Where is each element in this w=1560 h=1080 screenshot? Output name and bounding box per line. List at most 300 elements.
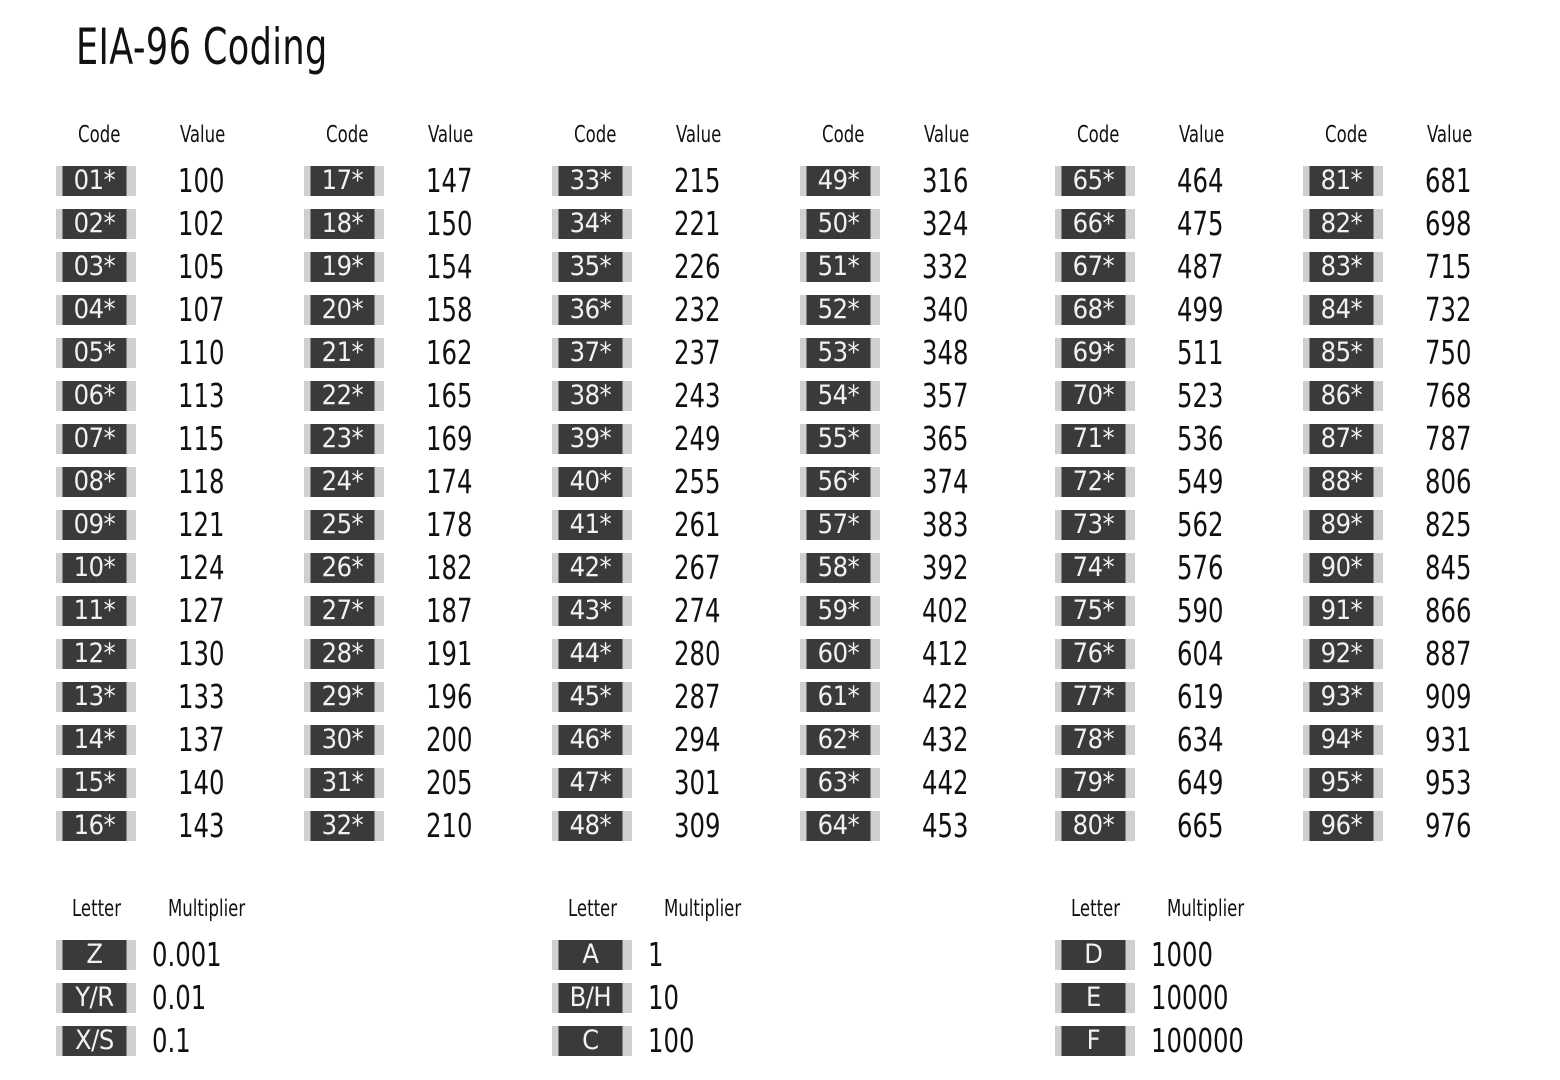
resistor-code-chip [800,639,880,669]
code-label: 74* [1072,552,1115,583]
letter-code-chip [552,940,632,970]
value-label: 107 [178,290,225,329]
value-label: 127 [178,591,225,630]
code-label: 10* [73,552,116,583]
resistor-code-chip [552,682,632,712]
value-label: 499 [1177,290,1224,329]
table-row [304,506,544,549]
resistor-code-chip [1303,338,1383,368]
code-label: 56* [817,466,860,497]
letter-code-chip [1055,983,1135,1013]
code-label: 78* [1072,724,1115,755]
resistor-code-chip [1055,424,1135,454]
code-column [304,122,544,850]
table-row [1303,162,1543,205]
table-row [552,420,792,463]
code-label: 13* [73,681,116,712]
table-row [1303,635,1543,678]
table-row [1055,807,1295,850]
code-value-table [56,122,1536,852]
value-label: 357 [922,376,969,415]
multiplier-label: 0.001 [152,935,222,974]
resistor-code-chip [552,338,632,368]
resistor-code-chip [552,252,632,282]
letter-header: Letter [1071,896,1121,922]
code-label: 63* [817,767,860,798]
value-label: 158 [426,290,473,329]
resistor-code-chip [304,510,384,540]
column-header [56,122,296,162]
code-label: 58* [817,552,860,583]
resistor-code-chip [304,295,384,325]
value-label: 536 [1177,419,1224,458]
code-label: 54* [817,380,860,411]
column-header [552,122,792,162]
value-label: 750 [1425,333,1472,372]
table-row [1303,807,1543,850]
resistor-code-chip [304,467,384,497]
letter-label: X/S [75,1025,114,1056]
resistor-code-chip [800,596,880,626]
table-row [304,162,544,205]
resistor-code-chip [56,596,136,626]
resistor-code-chip [1303,596,1383,626]
code-label: 11* [73,595,116,626]
code-label: 08* [73,466,116,497]
code-label: 52* [817,294,860,325]
table-row [552,506,792,549]
value-label: 294 [674,720,721,759]
resistor-code-chip [552,166,632,196]
code-label: 82* [1320,208,1363,239]
table-row [56,162,296,205]
table-row [800,721,1040,764]
table-row [56,420,296,463]
multiplier-label: 1 [648,935,664,974]
code-label: 90* [1320,552,1363,583]
value-label: 768 [1425,376,1472,415]
value-label: 178 [426,505,473,544]
code-header: Code [326,122,369,148]
multiplier-label: 1000 [1151,935,1213,974]
value-label: 365 [922,419,969,458]
table-row [800,463,1040,506]
table-row [800,635,1040,678]
value-label: 511 [1177,333,1224,372]
code-header: Code [1077,122,1120,148]
resistor-code-chip [56,424,136,454]
resistor-code-chip [304,381,384,411]
table-row [304,377,544,420]
resistor-code-chip [1055,510,1135,540]
value-header: Value [1427,122,1473,148]
value-label: 182 [426,548,473,587]
value-label: 464 [1177,161,1224,200]
value-label: 332 [922,247,969,286]
resistor-code-chip [800,424,880,454]
value-label: 130 [178,634,225,673]
resistor-code-chip [1303,682,1383,712]
resistor-code-chip [800,338,880,368]
code-label: 96* [1320,810,1363,841]
code-label: 57* [817,509,860,540]
letter-code-chip [1055,1026,1135,1056]
table-row [552,248,792,291]
multiplier-column [56,896,356,1065]
value-label: 432 [922,720,969,759]
value-label: 562 [1177,505,1224,544]
table-row [1303,764,1543,807]
table-row [1303,420,1543,463]
table-row [304,678,544,721]
table-row [1055,205,1295,248]
value-label: 113 [178,376,225,415]
table-row [56,463,296,506]
resistor-code-chip [1055,252,1135,282]
value-label: 422 [922,677,969,716]
code-label: 04* [73,294,116,325]
table-row [800,205,1040,248]
resistor-code-chip [1303,209,1383,239]
code-label: 38* [569,380,612,411]
resistor-code-chip [1303,725,1383,755]
table-row [56,721,296,764]
resistor-code-chip [1055,295,1135,325]
resistor-code-chip [552,768,632,798]
value-label: 226 [674,247,721,286]
code-label: 48* [569,810,612,841]
code-label: 39* [569,423,612,454]
letter-label: B/H [569,982,612,1013]
resistor-code-chip [800,768,880,798]
value-label: 866 [1425,591,1472,630]
letter-label: Z [86,939,103,970]
table-row [1303,463,1543,506]
code-label: 72* [1072,466,1115,497]
letter-header: Letter [72,896,122,922]
table-row [800,334,1040,377]
table-row [56,506,296,549]
letter-label: F [1086,1025,1101,1056]
code-label: 34* [569,208,612,239]
table-row [304,291,544,334]
table-row [1055,1022,1355,1065]
resistor-code-chip [1055,682,1135,712]
letter-code-chip [56,983,136,1013]
value-label: 232 [674,290,721,329]
code-label: 47* [569,767,612,798]
code-label: 68* [1072,294,1115,325]
code-label: 12* [73,638,116,669]
column-header [1055,122,1295,162]
value-label: 110 [178,333,225,372]
code-label: 21* [321,337,364,368]
resistor-code-chip [56,768,136,798]
table-row [304,463,544,506]
letter-code-chip [552,1026,632,1056]
table-row [304,334,544,377]
resistor-code-chip [552,295,632,325]
table-row [800,291,1040,334]
code-column [800,122,1040,850]
code-label: 69* [1072,337,1115,368]
value-label: 825 [1425,505,1472,544]
table-row [552,678,792,721]
code-label: 33* [569,165,612,196]
value-label: 210 [426,806,473,845]
table-row [552,721,792,764]
table-row [1303,291,1543,334]
column-header [1055,896,1355,936]
resistor-code-chip [1303,424,1383,454]
table-row [1055,162,1295,205]
table-row [1055,420,1295,463]
table-row [1303,334,1543,377]
code-label: 49* [817,165,860,196]
code-label: 06* [73,380,116,411]
value-label: 115 [178,419,225,458]
value-label: 187 [426,591,473,630]
table-row [800,377,1040,420]
code-label: 32* [321,810,364,841]
code-label: 65* [1072,165,1115,196]
resistor-code-chip [552,725,632,755]
column-header [304,122,544,162]
value-label: 280 [674,634,721,673]
code-label: 85* [1320,337,1363,368]
code-label: 22* [321,380,364,411]
code-label: 91* [1320,595,1363,626]
code-label: 95* [1320,767,1363,798]
code-label: 31* [321,767,364,798]
code-label: 20* [321,294,364,325]
resistor-code-chip [800,811,880,841]
table-row [1055,678,1295,721]
resistor-code-chip [1055,596,1135,626]
value-label: 316 [922,161,969,200]
value-label: 196 [426,677,473,716]
multiplier-header: Multiplier [1167,896,1245,922]
code-label: 61* [817,681,860,712]
value-label: 249 [674,419,721,458]
value-label: 931 [1425,720,1472,759]
code-label: 76* [1072,638,1115,669]
code-label: 67* [1072,251,1115,282]
value-label: 887 [1425,634,1472,673]
value-label: 118 [178,462,225,501]
code-column [1055,122,1295,850]
value-label: 215 [674,161,721,200]
code-label: 59* [817,595,860,626]
resistor-code-chip [1303,639,1383,669]
table-row [800,506,1040,549]
code-label: 16* [73,810,116,841]
resistor-code-chip [1303,811,1383,841]
resistor-code-chip [1055,768,1135,798]
code-label: 02* [73,208,116,239]
code-label: 88* [1320,466,1363,497]
table-row [1303,592,1543,635]
table-row [1303,549,1543,592]
code-label: 87* [1320,423,1363,454]
resistor-code-chip [800,252,880,282]
resistor-code-chip [800,467,880,497]
value-label: 383 [922,505,969,544]
code-label: 81* [1320,165,1363,196]
resistor-code-chip [304,252,384,282]
resistor-code-chip [1055,725,1135,755]
value-label: 140 [178,763,225,802]
value-label: 475 [1177,204,1224,243]
table-row [304,592,544,635]
value-label: 137 [178,720,225,759]
value-label: 102 [178,204,225,243]
table-row [1055,721,1295,764]
code-label: 18* [321,208,364,239]
letter-label: E [1085,982,1101,1013]
resistor-code-chip [552,209,632,239]
code-label: 41* [569,509,612,540]
table-row [304,420,544,463]
column-header [1303,122,1543,162]
code-label: 80* [1072,810,1115,841]
multiplier-header: Multiplier [168,896,246,922]
table-row [552,936,852,979]
value-label: 147 [426,161,473,200]
table-row [1303,377,1543,420]
letter-header: Letter [568,896,618,922]
value-header: Value [676,122,722,148]
value-label: 845 [1425,548,1472,587]
code-header: Code [822,122,865,148]
letter-label: D [1084,939,1103,970]
value-label: 348 [922,333,969,372]
resistor-code-chip [304,338,384,368]
table-row [56,592,296,635]
resistor-code-chip [56,725,136,755]
code-label: 92* [1320,638,1363,669]
table-row [1303,205,1543,248]
code-label: 23* [321,423,364,454]
table-row [552,592,792,635]
resistor-code-chip [1055,467,1135,497]
code-label: 93* [1320,681,1363,712]
code-label: 05* [73,337,116,368]
table-row [552,334,792,377]
value-label: 732 [1425,290,1472,329]
value-label: 634 [1177,720,1224,759]
resistor-code-chip [1303,166,1383,196]
code-label: 29* [321,681,364,712]
value-label: 162 [426,333,473,372]
multiplier-label: 100000 [1151,1021,1244,1060]
table-row [1055,635,1295,678]
resistor-code-chip [304,725,384,755]
table-row [1055,549,1295,592]
resistor-code-chip [56,467,136,497]
value-label: 698 [1425,204,1472,243]
value-label: 681 [1425,161,1472,200]
value-label: 154 [426,247,473,286]
resistor-code-chip [1303,467,1383,497]
table-row [304,764,544,807]
code-label: 25* [321,509,364,540]
multiplier-label: 10 [648,978,679,1017]
code-label: 37* [569,337,612,368]
letter-label: Y/R [75,982,114,1013]
code-label: 77* [1072,681,1115,712]
value-label: 301 [674,763,721,802]
table-row [1055,936,1355,979]
resistor-code-chip [304,682,384,712]
column-header [56,896,356,936]
resistor-code-chip [552,381,632,411]
value-label: 619 [1177,677,1224,716]
value-label: 392 [922,548,969,587]
value-label: 340 [922,290,969,329]
value-label: 576 [1177,548,1224,587]
code-label: 86* [1320,380,1363,411]
code-label: 35* [569,251,612,282]
value-label: 174 [426,462,473,501]
table-row [1303,248,1543,291]
resistor-code-chip [56,510,136,540]
resistor-code-chip [56,338,136,368]
code-label: 42* [569,552,612,583]
resistor-code-chip [56,811,136,841]
table-row [1055,377,1295,420]
value-label: 549 [1177,462,1224,501]
code-label: 44* [569,638,612,669]
value-label: 200 [426,720,473,759]
value-header: Value [428,122,474,148]
value-label: 169 [426,419,473,458]
table-row [800,592,1040,635]
code-label: 73* [1072,509,1115,540]
resistor-code-chip [56,682,136,712]
code-header: Code [1325,122,1368,148]
table-row [1055,248,1295,291]
column-header [552,896,852,936]
resistor-code-chip [800,166,880,196]
code-label: 45* [569,681,612,712]
table-row [552,635,792,678]
resistor-code-chip [304,424,384,454]
table-row [1055,592,1295,635]
value-label: 412 [922,634,969,673]
resistor-code-chip [800,510,880,540]
table-row [552,291,792,334]
value-label: 976 [1425,806,1472,845]
resistor-code-chip [552,467,632,497]
code-label: 09* [73,509,116,540]
resistor-code-chip [1303,553,1383,583]
code-label: 84* [1320,294,1363,325]
value-label: 523 [1177,376,1224,415]
code-label: 71* [1072,423,1115,454]
code-label: 55* [817,423,860,454]
value-label: 715 [1425,247,1472,286]
resistor-code-chip [1055,553,1135,583]
table-row [1055,764,1295,807]
table-row [56,979,356,1022]
resistor-code-chip [1303,381,1383,411]
resistor-code-chip [552,639,632,669]
table-row [56,291,296,334]
code-label: 36* [569,294,612,325]
table-row [304,549,544,592]
table-row [56,1022,356,1065]
